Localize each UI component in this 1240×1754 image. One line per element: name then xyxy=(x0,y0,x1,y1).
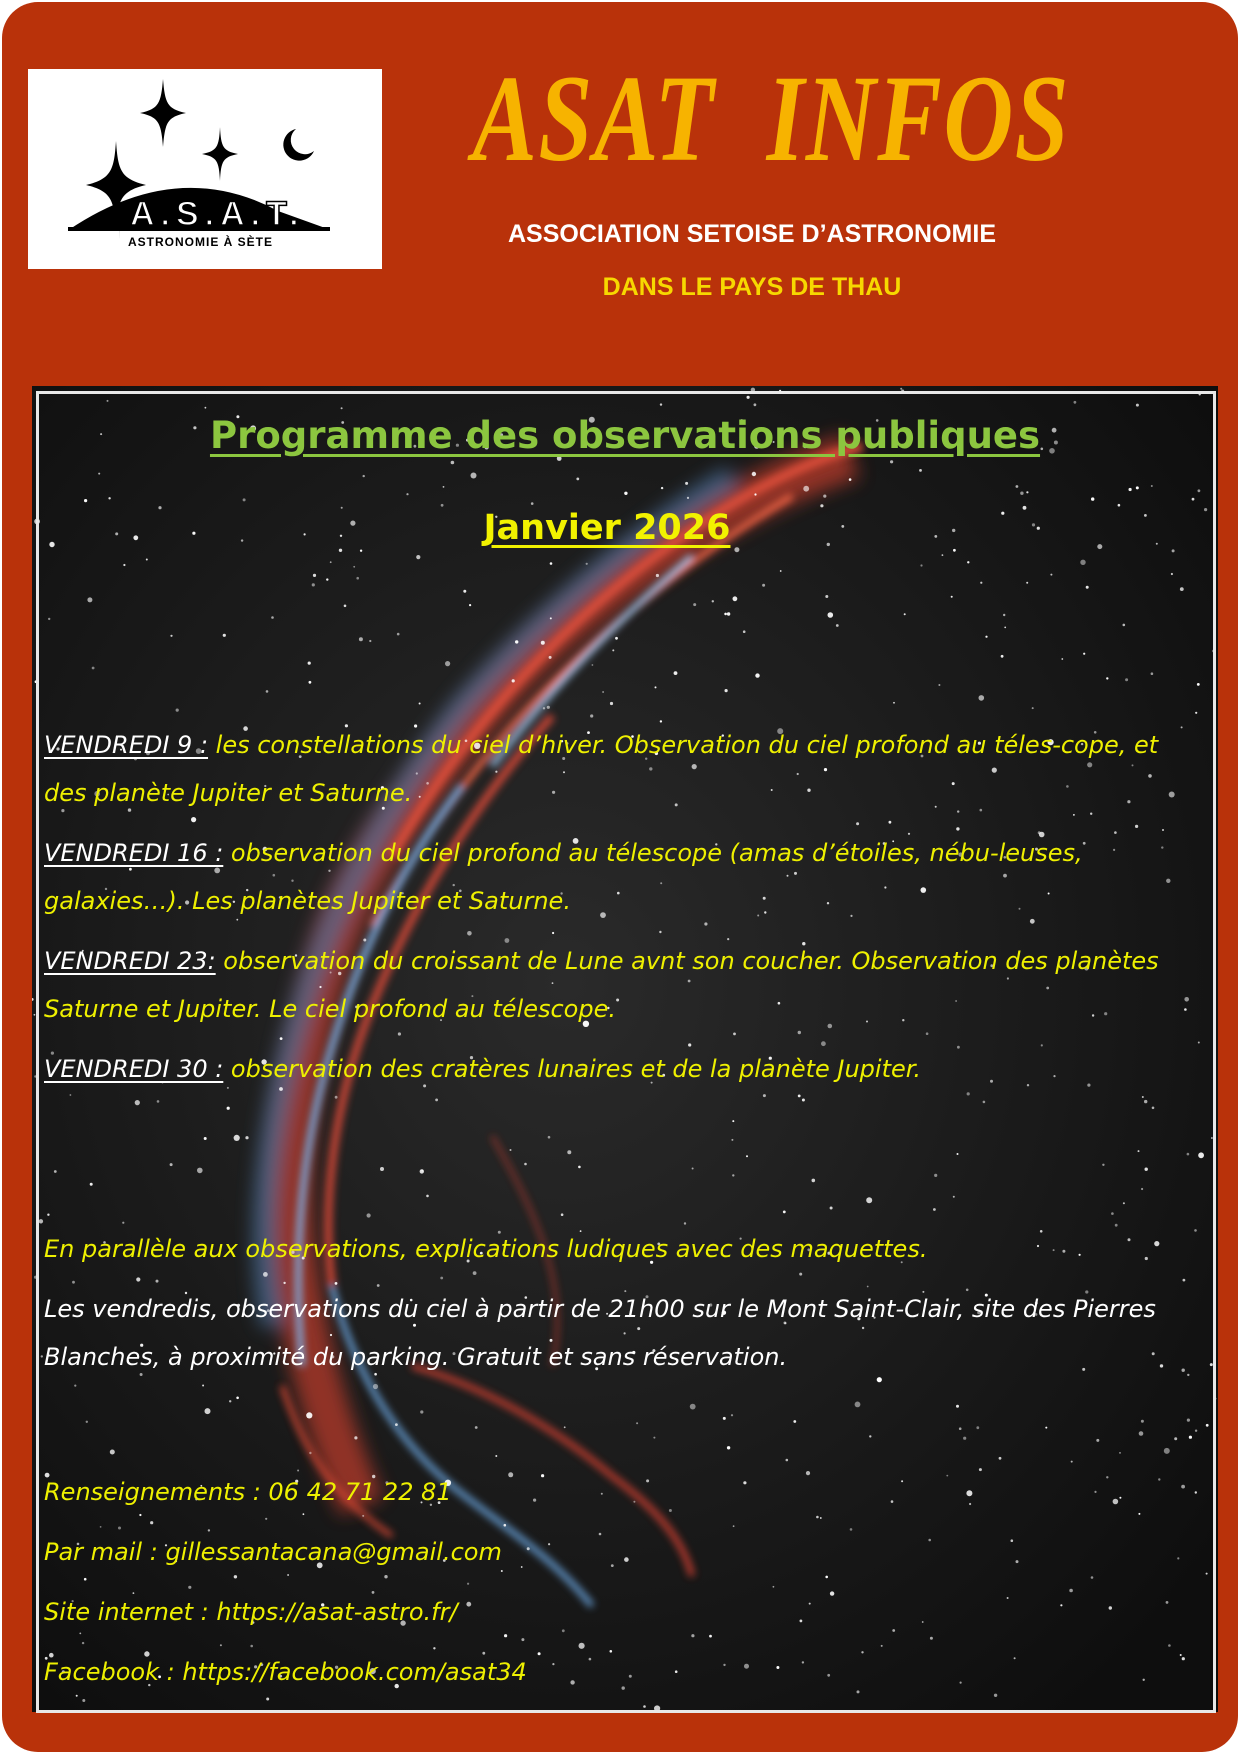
event-day: VENDREDI 23: xyxy=(44,947,216,975)
contact-email: Par mail : gillessantacana@gmail.com xyxy=(44,1538,502,1566)
event-item xyxy=(44,937,1204,1033)
event-text: les constellations du ciel d’hiver. Observation du ciel profond au téles-cope, et des planète Jupiter et Saturne. xyxy=(44,731,1159,807)
parallel-activities: En parallèle aux observations, explications ludiques avec des maquettes. xyxy=(44,1235,928,1263)
event-item xyxy=(44,829,1204,925)
schedule-info: Les vendredis, observations du ciel à partir de 21h00 sur le Mont Saint-Clair, site des Pierres Blanches, à proximité du parking. Gratuit et sans réservation. xyxy=(44,1295,1156,1371)
association-region: DANS LE PAYS DE THAU xyxy=(602,273,902,301)
programme-panel xyxy=(32,386,1218,1712)
newsletter-title: ASAT INFOS xyxy=(472,50,1071,187)
contact-website: Site internet : https://asat-astro.fr/ xyxy=(44,1598,458,1626)
contact-block xyxy=(44,1468,1204,1708)
logo-tagline: ASTRONOMIE À SÈTE xyxy=(128,235,274,249)
flyer-page xyxy=(2,2,1238,1752)
event-day: VENDREDI 16 : xyxy=(44,839,224,867)
event-item xyxy=(44,1045,1204,1093)
logo-text: A.S.A.T. xyxy=(130,195,305,233)
info-block xyxy=(44,1225,1204,1393)
event-text: observation du ciel profond au télescope (amas d’étoiles, nébu-leuses, galaxies…). Les planètes Jupiter et Saturne. xyxy=(44,839,1083,915)
contact-facebook: Facebook : https://facebook.com/asat34 xyxy=(44,1658,527,1686)
association-name: ASSOCIATION SETOISE D’ASTRONOMIE xyxy=(507,220,996,248)
month-title: Janvier 2026 xyxy=(483,508,731,548)
event-day: VENDREDI 30 : xyxy=(44,1055,224,1083)
event-text: observation du croissant de Lune avnt son coucher. Observation des planètes Saturne et Jupiter. Le ciel profond au télescope. xyxy=(44,947,1159,1023)
events-list xyxy=(44,721,1204,1105)
programme-title: Programme des observations publiques xyxy=(209,414,1041,457)
event-day: VENDREDI 9 : xyxy=(44,731,209,759)
event-item xyxy=(44,721,1204,817)
asat-logo xyxy=(28,69,382,269)
event-text: observation des cratères lunaires et de la planète Jupiter. xyxy=(223,1055,922,1083)
contact-phone: Renseignements : 06 42 71 22 81 xyxy=(44,1478,452,1506)
